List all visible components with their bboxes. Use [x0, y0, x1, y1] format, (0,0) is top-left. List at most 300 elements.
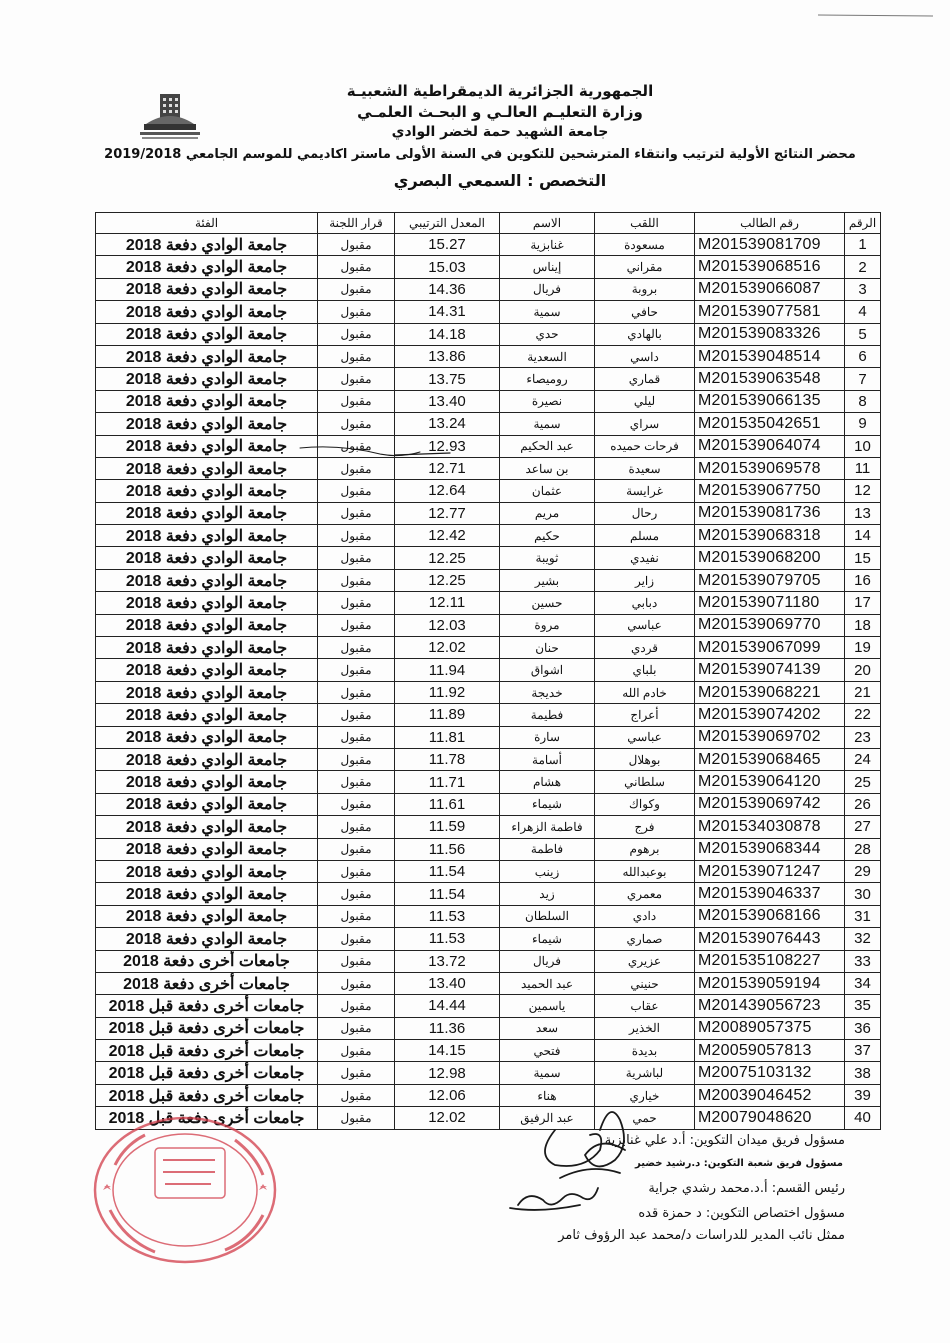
average-cell: 11.54 [395, 883, 500, 905]
rank-cell: 9 [845, 413, 881, 435]
first-name-cell: سمية [500, 1062, 595, 1084]
last-name-cell: بروبة [595, 278, 695, 300]
decision-cell: مقبول [318, 234, 395, 256]
decision-cell: مقبول [318, 480, 395, 502]
specialty-heading: التخصص : السمعي البصري [393, 171, 607, 190]
rank-cell: 18 [845, 614, 881, 636]
average-cell: 11.89 [395, 704, 500, 726]
table-row [96, 435, 881, 457]
first-name-cell: حكيم [500, 525, 595, 547]
last-name-cell: معمري [595, 883, 695, 905]
first-name-cell: اشواق [500, 659, 595, 681]
decision-cell: مقبول [318, 704, 395, 726]
first-name-cell: السعدية [500, 345, 595, 367]
decision-cell: مقبول [318, 793, 395, 815]
category-cell: جامعة الوادي دفعة 2018 [96, 704, 318, 726]
rank-cell: 37 [845, 1040, 881, 1062]
average-cell: 15.03 [395, 256, 500, 278]
last-name-cell: بوهلال [595, 748, 695, 770]
category-cell: جامعات أخرى دفعة 2018 [96, 950, 318, 972]
last-name-cell: الخذير [595, 1017, 695, 1039]
first-name-cell: عبد الحميد [500, 972, 595, 994]
student-id-cell: M201539079705 [695, 569, 845, 591]
last-name-cell: بديدة [595, 1040, 695, 1062]
student-id-cell: M201539059194 [695, 972, 845, 994]
first-name-cell: سارة [500, 726, 595, 748]
rank-cell: 24 [845, 748, 881, 770]
table-row [96, 1040, 881, 1062]
table-row [96, 413, 881, 435]
rank-cell: 1 [845, 234, 881, 256]
average-cell: 14.44 [395, 995, 500, 1017]
rank-cell: 23 [845, 726, 881, 748]
table-row [96, 972, 881, 994]
rank-cell: 40 [845, 1107, 881, 1129]
rank-cell: 6 [845, 345, 881, 367]
table-row [96, 525, 881, 547]
student-id-cell: M20059057813 [695, 1040, 845, 1062]
decision-cell: مقبول [318, 256, 395, 278]
rank-cell: 28 [845, 838, 881, 860]
category-cell: جامعة الوادي دفعة 2018 [96, 592, 318, 614]
rank-cell: 13 [845, 502, 881, 524]
last-name-cell: قردي [595, 637, 695, 659]
decision-cell: مقبول [318, 1040, 395, 1062]
table-row [96, 1017, 881, 1039]
category-cell: جامعة الوادي دفعة 2018 [96, 390, 318, 412]
last-name-cell: عقاب [595, 995, 695, 1017]
average-cell: 15.27 [395, 234, 500, 256]
rank-cell: 34 [845, 972, 881, 994]
rank-cell: 38 [845, 1062, 881, 1084]
category-cell: جامعة الوادي دفعة 2018 [96, 860, 318, 882]
average-cell: 11.61 [395, 793, 500, 815]
decision-cell: مقبول [318, 637, 395, 659]
first-name-cell: بن ساعد [500, 457, 595, 479]
table-row [96, 614, 881, 636]
average-cell: 14.36 [395, 278, 500, 300]
table-row [96, 323, 881, 345]
last-name-cell: عباسي [595, 614, 695, 636]
table-row [96, 301, 881, 323]
average-cell: 11.53 [395, 928, 500, 950]
last-name-cell: فرحات حميده [595, 435, 695, 457]
first-name-cell: سعد [500, 1017, 595, 1039]
last-name-cell: حنيني [595, 972, 695, 994]
average-cell: 12.98 [395, 1062, 500, 1084]
student-id-cell: M201539068318 [695, 525, 845, 547]
rank-cell: 2 [845, 256, 881, 278]
average-cell: 11.92 [395, 681, 500, 703]
field-team-lead-line: مسؤول فريق ميدان التكوين: أ.د علي غنابزية [604, 1133, 845, 1148]
rank-cell: 12 [845, 480, 881, 502]
category-cell: جامعة الوادي دفعة 2018 [96, 502, 318, 524]
last-name-cell: سعيدة [595, 457, 695, 479]
average-cell: 11.78 [395, 748, 500, 770]
decision-cell: مقبول [318, 883, 395, 905]
category-cell: جامعة الوادي دفعة 2018 [96, 816, 318, 838]
student-id-cell: M20089057375 [695, 1017, 845, 1039]
rank-cell: 19 [845, 637, 881, 659]
rank-cell: 4 [845, 301, 881, 323]
table-row [96, 771, 881, 793]
category-cell: جامعة الوادي دفعة 2018 [96, 301, 318, 323]
last-name-cell: سراي [595, 413, 695, 435]
average-cell: 13.72 [395, 950, 500, 972]
decision-cell: مقبول [318, 547, 395, 569]
first-name-cell: عثمان [500, 480, 595, 502]
first-name-cell: شيماء [500, 928, 595, 950]
table-row [96, 995, 881, 1017]
student-id-cell: M201535042651 [695, 413, 845, 435]
ministry-heading: وزارة التعليـم العالـي و البحـث العلمـي [357, 103, 643, 121]
first-name-cell: هشام [500, 771, 595, 793]
decision-cell: مقبول [318, 681, 395, 703]
last-name-cell: مقراني [595, 256, 695, 278]
table-row [96, 1084, 881, 1106]
category-cell: جامعات أخرى دفعة قبل 2018 [96, 1040, 318, 1062]
category-cell: جامعة الوادي دفعة 2018 [96, 928, 318, 950]
table-row [96, 726, 881, 748]
first-name-cell: السلطان [500, 905, 595, 927]
first-name-cell: زينب [500, 860, 595, 882]
average-cell: 13.86 [395, 345, 500, 367]
average-cell: 12.06 [395, 1084, 500, 1106]
decision-cell: مقبول [318, 659, 395, 681]
average-cell: 14.31 [395, 301, 500, 323]
last-name-cell: مسلم [595, 525, 695, 547]
first-name-cell: فاطمة الزهراء [500, 816, 595, 838]
student-id-cell: M201539068516 [695, 256, 845, 278]
average-cell: 11.36 [395, 1017, 500, 1039]
first-name-cell: حدي [500, 323, 595, 345]
last-name-cell: خياري [595, 1084, 695, 1106]
decision-cell: مقبول [318, 726, 395, 748]
average-cell: 11.54 [395, 860, 500, 882]
student-id-cell: M201539067750 [695, 480, 845, 502]
last-name-cell: وكواك [595, 793, 695, 815]
average-cell: 13.40 [395, 972, 500, 994]
student-id-cell: M201439056723 [695, 995, 845, 1017]
first-name-cell: خديجة [500, 681, 595, 703]
department-head-line: رئيس القسم: أ.د.محمد رشدي جراية [648, 1181, 845, 1196]
student-id-cell: M201539067099 [695, 637, 845, 659]
rank-cell: 33 [845, 950, 881, 972]
first-name-cell: فطيمة [500, 704, 595, 726]
rank-cell: 27 [845, 816, 881, 838]
student-id-cell: M201534030878 [695, 816, 845, 838]
decision-cell: مقبول [318, 301, 395, 323]
category-cell: جامعة الوادي دفعة 2018 [96, 547, 318, 569]
table-row [96, 838, 881, 860]
student-id-cell: M201539068166 [695, 905, 845, 927]
student-id-cell: M201539069742 [695, 793, 845, 815]
category-cell: جامعة الوادي دفعة 2018 [96, 905, 318, 927]
decision-cell: مقبول [318, 928, 395, 950]
republic-heading: الجمهورية الجزائرية الديمقراطية الشعبيـة [346, 82, 654, 100]
student-id-cell: M20039046452 [695, 1084, 845, 1106]
decision-cell: مقبول [318, 748, 395, 770]
table-row [96, 1062, 881, 1084]
table-body [96, 234, 881, 1130]
first-name-cell: إيناس [500, 256, 595, 278]
last-name-cell: زاير [595, 569, 695, 591]
first-name-cell: سمية [500, 301, 595, 323]
rank-cell: 36 [845, 1017, 881, 1039]
decision-cell: مقبول [318, 345, 395, 367]
student-id-cell: M201539071247 [695, 860, 845, 882]
average-cell: 14.18 [395, 323, 500, 345]
rank-cell: 21 [845, 681, 881, 703]
last-name-cell: مسعودة [595, 234, 695, 256]
rank-cell: 17 [845, 592, 881, 614]
last-name-cell: صماري [595, 928, 695, 950]
category-cell: جامعة الوادي دفعة 2018 [96, 793, 318, 815]
col-header-decision: قرار اللجنة [318, 213, 395, 234]
first-name-cell: نصيرة [500, 390, 595, 412]
last-name-cell: عزيري [595, 950, 695, 972]
student-id-cell: M201539083326 [695, 323, 845, 345]
last-name-cell: أعراج [595, 704, 695, 726]
category-cell: جامعة الوادي دفعة 2018 [96, 681, 318, 703]
rank-cell: 30 [845, 883, 881, 905]
student-id-cell: M201539069770 [695, 614, 845, 636]
decision-cell: مقبول [318, 816, 395, 838]
category-cell: جامعة الوادي دفعة 2018 [96, 637, 318, 659]
last-name-cell: ليلي [595, 390, 695, 412]
table-row [96, 681, 881, 703]
category-cell: جامعة الوادي دفعة 2018 [96, 525, 318, 547]
table-row [96, 659, 881, 681]
average-cell: 12.02 [395, 637, 500, 659]
last-name-cell: رحال [595, 502, 695, 524]
specialty-lead-line: مسؤول اختصاص التكوين: د حمزة قده [638, 1206, 845, 1221]
average-cell: 11.71 [395, 771, 500, 793]
decision-cell: مقبول [318, 390, 395, 412]
first-name-cell: فتحي [500, 1040, 595, 1062]
decision-cell: مقبول [318, 1084, 395, 1106]
first-name-cell: ثويبة [500, 547, 595, 569]
first-name-cell: عبد الرفيق [500, 1107, 595, 1129]
first-name-cell: بشير [500, 569, 595, 591]
rank-cell: 25 [845, 771, 881, 793]
results-table [95, 212, 881, 1130]
average-cell: 12.02 [395, 1107, 500, 1129]
first-name-cell: فاطمة [500, 838, 595, 860]
last-name-cell: لباشرية [595, 1062, 695, 1084]
average-cell: 13.75 [395, 368, 500, 390]
decision-cell: مقبول [318, 525, 395, 547]
table-row [96, 547, 881, 569]
last-name-cell: برهوم [595, 838, 695, 860]
last-name-cell: فرج [595, 816, 695, 838]
category-cell: جامعة الوادي دفعة 2018 [96, 278, 318, 300]
average-cell: 11.56 [395, 838, 500, 860]
decision-cell: مقبول [318, 838, 395, 860]
rank-cell: 7 [845, 368, 881, 390]
table-row [96, 748, 881, 770]
decision-cell: مقبول [318, 771, 395, 793]
last-name-cell: داسي [595, 345, 695, 367]
average-cell: 12.03 [395, 614, 500, 636]
last-name-cell: حافي [595, 301, 695, 323]
decision-cell: مقبول [318, 569, 395, 591]
average-cell: 14.15 [395, 1040, 500, 1062]
official-stamp [85, 1110, 285, 1270]
first-name-cell: شيماء [500, 793, 595, 815]
student-id-cell: M201539066135 [695, 390, 845, 412]
decision-cell: مقبول [318, 323, 395, 345]
first-name-cell: هناء [500, 1084, 595, 1106]
average-cell: 12.11 [395, 592, 500, 614]
table-row [96, 928, 881, 950]
category-cell: جامعة الوادي دفعة 2018 [96, 345, 318, 367]
rank-cell: 32 [845, 928, 881, 950]
category-cell: جامعات أخرى دفعة قبل 2018 [96, 995, 318, 1017]
student-id-cell: M201539048514 [695, 345, 845, 367]
category-cell: جامعة الوادي دفعة 2018 [96, 457, 318, 479]
table-row [96, 637, 881, 659]
first-name-cell: حسين [500, 592, 595, 614]
average-cell: 12.25 [395, 569, 500, 591]
average-cell: 12.77 [395, 502, 500, 524]
first-name-cell: روميصاء [500, 368, 595, 390]
rank-cell: 16 [845, 569, 881, 591]
decision-cell: مقبول [318, 368, 395, 390]
rank-cell: 3 [845, 278, 881, 300]
report-title: محضر النتائج الأولية لترتيب وانتقاء المترشحين للتكوين في السنة الأولى ماستر اكاديمي للموسم الجامعي 2019/2018 [104, 147, 856, 162]
col-header-student-id: رقم الطالب [695, 213, 845, 234]
last-name-cell: سلطاني [595, 771, 695, 793]
rank-cell: 10 [845, 435, 881, 457]
decision-cell: مقبول [318, 1107, 395, 1129]
decision-cell: مقبول [318, 1017, 395, 1039]
first-name-cell: مروة [500, 614, 595, 636]
last-name-cell: بلباي [595, 659, 695, 681]
rank-cell: 22 [845, 704, 881, 726]
last-name-cell: بوعبدالله [595, 860, 695, 882]
decision-cell: مقبول [318, 1062, 395, 1084]
last-name-cell: غرايسة [595, 480, 695, 502]
deputy-director-line: ممثل نائب المدير للدراسات د/محمد عبد الرؤوف ثامر [558, 1228, 845, 1243]
student-id-cell: M20075103132 [695, 1062, 845, 1084]
table-row [96, 457, 881, 479]
first-name-cell: غنابزية [500, 234, 595, 256]
student-id-cell: M201539068200 [695, 547, 845, 569]
student-id-cell: M201539064074 [695, 435, 845, 457]
decision-cell: مقبول [318, 860, 395, 882]
average-cell: 13.24 [395, 413, 500, 435]
student-id-cell: M201539066087 [695, 278, 845, 300]
student-id-cell: M201539077581 [695, 301, 845, 323]
category-cell: جامعة الوادي دفعة 2018 [96, 614, 318, 636]
student-id-cell: M201539076443 [695, 928, 845, 950]
average-cell: 11.59 [395, 816, 500, 838]
student-id-cell: M201539081709 [695, 234, 845, 256]
category-cell: جامعة الوادي دفعة 2018 [96, 413, 318, 435]
decision-cell: مقبول [318, 614, 395, 636]
student-id-cell: M201539069578 [695, 457, 845, 479]
student-id-cell: M20079048620 [695, 1107, 845, 1129]
table-row [96, 704, 881, 726]
branch-team-lead-line: مسؤول فريق شعبة التكوين: د.رشيد خضير [635, 1158, 843, 1169]
category-cell: جامعات أخرى دفعة قبل 2018 [96, 1062, 318, 1084]
decision-cell: مقبول [318, 592, 395, 614]
average-cell: 13.40 [395, 390, 500, 412]
category-cell: جامعة الوادي دفعة 2018 [96, 883, 318, 905]
first-name-cell: عبد الحكيم [500, 435, 595, 457]
rank-cell: 8 [845, 390, 881, 412]
table-row [96, 905, 881, 927]
table-row [96, 480, 881, 502]
student-id-cell: M201539068221 [695, 681, 845, 703]
last-name-cell: دبابي [595, 592, 695, 614]
university-heading: جامعة الشهيد حمة لخضر الوادي [391, 124, 609, 140]
last-name-cell: حمي [595, 1107, 695, 1129]
category-cell: جامعة الوادي دفعة 2018 [96, 323, 318, 345]
table-row [96, 816, 881, 838]
table-row [96, 390, 881, 412]
rank-cell: 14 [845, 525, 881, 547]
decision-cell: مقبول [318, 905, 395, 927]
col-header-first-name: الاسم [500, 213, 595, 234]
table-header-row [96, 213, 881, 234]
col-header-average: المعدل الترتيبي [395, 213, 500, 234]
first-name-cell: ياسمين [500, 995, 595, 1017]
table-row [96, 278, 881, 300]
last-name-cell: قماري [595, 368, 695, 390]
decision-cell: مقبول [318, 502, 395, 524]
student-id-cell: M201539081736 [695, 502, 845, 524]
student-id-cell: M201535108227 [695, 950, 845, 972]
first-name-cell: زيد [500, 883, 595, 905]
average-cell: 12.25 [395, 547, 500, 569]
decision-cell: مقبول [318, 972, 395, 994]
average-cell: 11.53 [395, 905, 500, 927]
decision-cell: مقبول [318, 278, 395, 300]
category-cell: جامعة الوادي دفعة 2018 [96, 569, 318, 591]
first-name-cell: فريال [500, 950, 595, 972]
average-cell: 12.42 [395, 525, 500, 547]
decision-cell: مقبول [318, 435, 395, 457]
rank-cell: 20 [845, 659, 881, 681]
decision-cell: مقبول [318, 413, 395, 435]
decision-cell: مقبول [318, 457, 395, 479]
student-id-cell: M201539074139 [695, 659, 845, 681]
student-id-cell: M201539068465 [695, 748, 845, 770]
decision-cell: مقبول [318, 995, 395, 1017]
col-header-last-name: اللقب [595, 213, 695, 234]
category-cell: جامعات أخرى دفعة قبل 2018 [96, 1084, 318, 1106]
rank-cell: 15 [845, 547, 881, 569]
average-cell: 12.71 [395, 457, 500, 479]
student-id-cell: M201539064120 [695, 771, 845, 793]
average-cell: 12.93 [395, 435, 500, 457]
category-cell: جامعات أخرى دفعة قبل 2018 [96, 1017, 318, 1039]
category-cell: جامعة الوادي دفعة 2018 [96, 771, 318, 793]
category-cell: جامعة الوادي دفعة 2018 [96, 748, 318, 770]
rank-cell: 39 [845, 1084, 881, 1106]
last-name-cell: بالهادي [595, 323, 695, 345]
category-cell: جامعة الوادي دفعة 2018 [96, 838, 318, 860]
first-name-cell: أسامة [500, 748, 595, 770]
last-name-cell: نفيدي [595, 547, 695, 569]
student-id-cell: M201539063548 [695, 368, 845, 390]
first-name-cell: حنان [500, 637, 595, 659]
table-row [96, 950, 881, 972]
rank-cell: 26 [845, 793, 881, 815]
student-id-cell: M201539046337 [695, 883, 845, 905]
